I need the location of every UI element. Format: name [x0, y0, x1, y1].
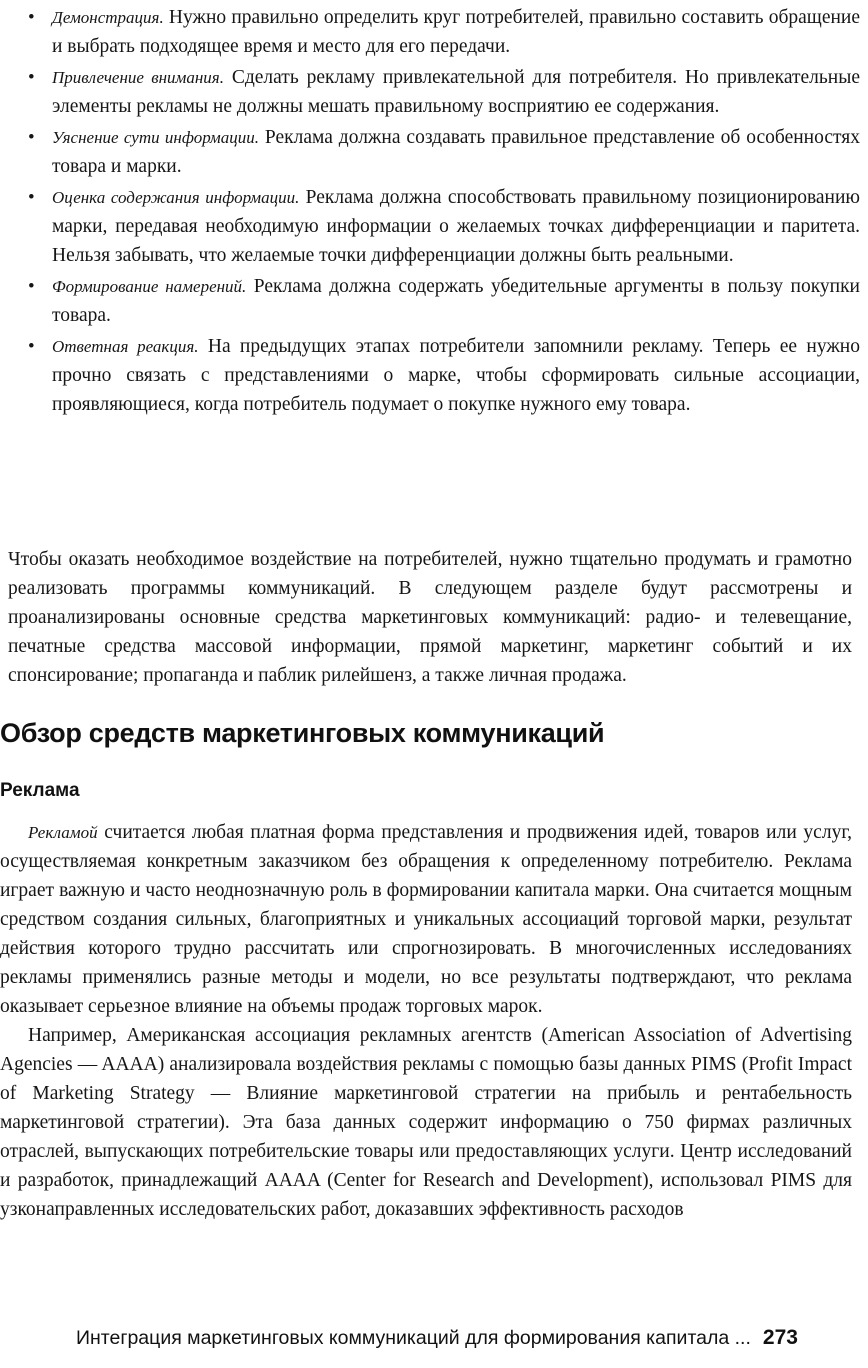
advertising-paragraph-1-text: считается любая платная форма представления и продвижения идей, товаров или услуг, осуществляемая конкретным заказчиком без обращения к определенному потребителю. Реклама играет важную и часто неоднозначную роль в формировании капитала марки. Она считается мощным средством создания сильных, благоприятных и уникальных ассоциаций торговой марки, результат действия которого трудно рассчитать или спрогнозировать. В многочисленных исследованиях рекламы применялись разные методы и модели, но все результаты подтверждают, что реклама оказывает серьезное влияние на объемы продаж торговых марок.	[0, 822, 852, 1017]
section-title: Обзор средств маркетинговых коммуникаций	[0, 718, 605, 748]
bullet-icon: •	[28, 7, 35, 28]
list-item	[0, 272, 868, 330]
list-item-term: Демонстрация.	[52, 8, 164, 27]
list-item-term: Ответная реакция.	[52, 337, 199, 356]
advertising-term: Рекламой	[28, 823, 98, 842]
list-item	[0, 3, 868, 61]
list-item-text: Нужно правильно определить круг потребителей, правильно составить обращение и выбрать подходящее время и место для его передачи.	[52, 7, 860, 57]
list-item-term: Формирование намерений.	[52, 277, 247, 296]
bullet-icon: •	[28, 276, 35, 297]
list-item	[0, 63, 868, 121]
list-item-term: Привлечение внимания.	[52, 68, 224, 87]
intro-block	[0, 545, 860, 690]
list-item-text: Реклама должна способствовать правильному позиционированию марки, передавая необходимую информации о желаемых точках дифференциации и паритета. Нельзя забывать, что желаемые точки дифференциации должны быть реальными.	[52, 187, 860, 266]
list-item-term: Оценка содержания информации.	[52, 188, 300, 207]
bullet-icon: •	[28, 67, 35, 88]
stages-bullet-list	[0, 3, 868, 421]
list-item	[0, 183, 868, 270]
bullet-icon: •	[28, 127, 35, 148]
page-number: 273	[762, 1326, 798, 1349]
list-item	[0, 123, 868, 181]
list-item-term: Уяснение сути информации.	[52, 128, 259, 147]
list-item	[0, 332, 868, 419]
intro-paragraph: Чтобы оказать необходимое воздействие на потребителей, нужно тщательно продумать и грамотно реализовать программы коммуникаций. В следующем разделе будут рассмотрены и проанализированы основные средства маркетинговых коммуникаций: радио- и телевещание, печатные средства массовой информации, прямой маркетинг, маркетинг событий и их спонсирование; пропаганда и паблик рилейшенз, а также личная продажа.	[8, 549, 852, 686]
subsection-title: Реклама	[0, 780, 80, 801]
advertising-paragraph-2: Например, Американская ассоциация рекламных агентств (American Association of Advertising Agencies — AAAA) анализировала воздействия рекламы с помощью базы данных PIMS (Profit Impact of Marketing Strategy — Влияние маркетинговой стратегии на прибыль и рентабельность маркетинговой стратегии). Эта база данных содержит информацию о 750 фирмах различных отраслей, выпускающих потребительские товары или предоставляющих услуги. Центр исследований и разработок, принадлежащий AAAA (Center for Research and Development), использовал PIMS для узконаправленных исследовательских работ, доказавших эффективность расходов	[0, 1025, 852, 1220]
list-item-text: Реклама должна содержать убедительные аргументы в пользу покупки товара.	[52, 276, 860, 326]
page-footer	[76, 1326, 860, 1350]
running-title: Интеграция маркетинговых коммуникаций для формирования капитала ...	[76, 1327, 751, 1349]
bullet-icon: •	[28, 187, 35, 208]
advertising-paragraph-1	[0, 818, 860, 1021]
list-item-text: На предыдущих этапах потребители запомнили рекламу. Теперь ее нужно прочно связать с представлениями о марке, чтобы сформировать сильные ассоциации, проявляющиеся, когда потребитель подумает о покупке нужного ему товара.	[52, 336, 860, 415]
list-item-text: Реклама должна создавать правильное представление об особенностях товара и марки.	[52, 127, 860, 177]
advertising-block	[0, 818, 860, 1224]
list-item-text: Сделать рекламу привлекательной для потребителя. Но привлекательные элементы рекламы не должны мешать правильному восприятию ее содержания.	[52, 67, 860, 117]
bullet-icon: •	[28, 336, 35, 357]
